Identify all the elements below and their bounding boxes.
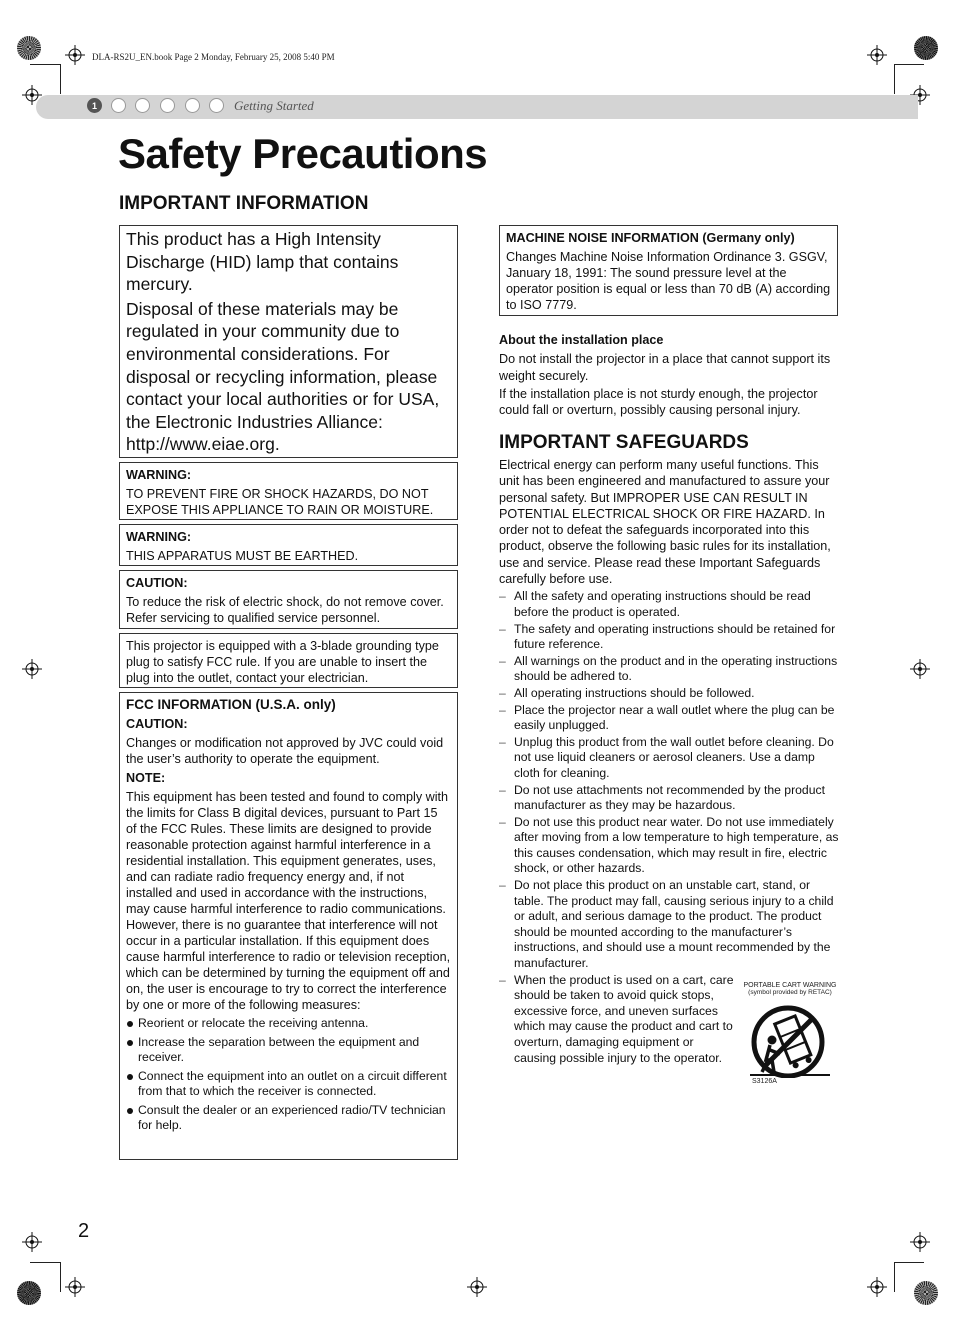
crop-line	[894, 1262, 924, 1263]
safeguards-section	[499, 457, 839, 1067]
cart-tipover-icon	[742, 998, 838, 1078]
chapter-indicator	[111, 98, 126, 113]
list-item: Connect the equipment into an outlet on a circuit different from that to which the receiver is connected.	[126, 1069, 451, 1100]
fcc-title: FCC INFORMATION (U.S.A. only)	[126, 697, 336, 712]
list-item: – The safety and operating instructions should be retained for future reference.	[499, 622, 839, 653]
chapter-indicator	[209, 98, 224, 113]
list-item: – All operating instructions should be followed.	[499, 686, 839, 702]
registration-mark-icon	[22, 659, 42, 679]
crop-line	[60, 1262, 61, 1292]
crop-line	[894, 64, 924, 65]
warning-text: TO PREVENT FIRE OR SHOCK HAZARDS, DO NOT EXPOSE THIS APPLIANCE TO RAIN OR MOISTURE.	[126, 487, 434, 517]
list-item: – Do not place this product on an unstable cart, stand, or table. The product may fall, causing serious injury to a child or adult, and serious damage to the product. The product should be mounted according to the manufacturer’s instructions, and should use a mount recommended by the manufacturer.	[499, 878, 839, 972]
chapter-indicator	[185, 98, 200, 113]
fcc-measures-list	[126, 1016, 451, 1134]
caution-title: CAUTION:	[126, 576, 188, 590]
registration-mark-icon	[65, 1277, 85, 1297]
portable-cart-warning	[742, 982, 838, 1094]
crop-line	[60, 64, 61, 94]
grounding-plug-text: This projector is equipped with a 3-blade grounding type plug to satisfy FCC rule. If you are unable to insert the plug into the outlet, contact your electrician.	[126, 639, 439, 685]
caution-text: To reduce the risk of electric shock, do not remove cover. Refer servicing to qualified service personnel.	[126, 595, 444, 625]
crop-line	[30, 1262, 60, 1263]
list-item: – All warnings on the product and in the operating instructions should be adhered to.	[499, 654, 839, 685]
machine-noise-title: MACHINE NOISE INFORMATION (Germany only)	[506, 231, 795, 245]
color-bar-rosette-tl	[17, 36, 41, 60]
installation-text-1: Do not install the projector in a place that cannot support its weight securely.	[499, 352, 831, 383]
fcc-caution-text: Changes or modification not approved by JVC could void the user’s authority to operate the equipment.	[126, 736, 444, 766]
registration-mark-icon	[867, 45, 887, 65]
cart-warning-label: PORTABLE CART WARNING	[743, 982, 837, 989]
warning-title: WARNING:	[126, 530, 192, 544]
machine-noise-box	[499, 225, 838, 316]
fcc-note-title: NOTE:	[126, 771, 166, 785]
warning-box-earthed	[119, 524, 458, 566]
list-item: – Do not use attachments not recommended by the product manufacturer as they may be hazardous.	[499, 783, 839, 814]
chapter-indicator-active: 1	[87, 98, 102, 113]
disposal-text: Disposal of these materials may be regulated in your community due to environmental considerations. For disposal or recycling information, please contact your local authorities or for USA, the Electronic Industries Alliance: http://www.eiae.org.	[126, 298, 440, 455]
fcc-information-box	[119, 692, 458, 1160]
chapter-indicator	[160, 98, 175, 113]
registration-mark-icon	[910, 659, 930, 679]
important-information-heading: IMPORTANT INFORMATION	[119, 193, 369, 214]
color-bar-rosette-bl	[17, 1281, 41, 1305]
hid-lamp-box	[119, 225, 458, 458]
warning-box-moisture	[119, 462, 458, 520]
list-item: Increase the separation between the equipment and receiver.	[126, 1035, 451, 1066]
grounding-plug-box	[119, 633, 458, 688]
registration-mark-icon	[22, 1232, 42, 1252]
list-item-cart: – When the product is used on a cart, care should be taken to avoid quick stops, excessive force, and uneven surfaces which may cause the product and cart to overturn, damaging equipment or causing possible injury to the operator.	[499, 973, 734, 1067]
hid-lamp-text: This product has a High Intensity Discharge (HID) lamp that contains mercury.	[126, 229, 399, 295]
list-item: Reorient or relocate the receiving antenna.	[126, 1016, 451, 1032]
page-number: 2	[78, 1220, 90, 1242]
color-bar-rosette-tr	[914, 36, 938, 60]
fcc-note-text: This equipment has been tested and found to comply with the limits for Class B digital devices, pursuant to Part 15 of the FCC Rules. These limits are designed to provide reasonable protection against harmful interference in a residential installation. This equipment generates, uses, and can radiate radio frequency energy and, if not installed and used in accordance with the instructions, may cause harmful interference to radio communications. However, there is no guarantee that interference will not occur in a particular installation. If this equipment does cause harmful interference to radio or television reception, which can be determined by turning the equipment off and on, the user is encourage to try to correct the interference by one or more of the following measures:	[126, 790, 451, 1012]
section-label: Getting Started	[234, 98, 314, 113]
warning-text: THIS APPARATUS MUST BE EARTHED.	[126, 549, 359, 563]
list-item: – Do not use this product near water. Do not use immediately after moving from a low temperature to high temperature, as this causes condensation, which may result in fire, electric shock, or other hazards.	[499, 815, 839, 877]
list-item: – Unplug this product from the wall outlet before cleaning. Do not use liquid cleaners or aerosol cleaners. Use a damp cloth for cleaning.	[499, 735, 839, 782]
chapter-indicator	[135, 98, 150, 113]
registration-mark-icon	[867, 1277, 887, 1297]
crop-line	[894, 1262, 895, 1292]
installation-section	[499, 332, 839, 418]
machine-noise-text: Changes Machine Noise Information Ordinance 3. GSGV, January 18, 1991: The sound pressure level at the operator position is equal or less than 70 dB (A) according to ISO 7779.	[506, 250, 831, 312]
color-bar-rosette-br	[914, 1281, 938, 1305]
file-info: DLA-RS2U_EN.book Page 2 Monday, February 25, 2008 5:40 PM	[92, 52, 335, 62]
crop-line	[30, 64, 60, 65]
important-safeguards-heading: IMPORTANT SAFEGUARDS	[499, 432, 749, 453]
cart-symbol-code: S3126A	[752, 1078, 777, 1085]
registration-mark-icon	[910, 1232, 930, 1252]
list-item: – All the safety and operating instructions should be read before the product is operated.	[499, 589, 839, 620]
fcc-caution-title: CAUTION:	[126, 717, 188, 731]
registration-mark-icon	[467, 1277, 487, 1297]
cart-warning-sublabel: (symbol provided by RETAC)	[748, 989, 832, 996]
caution-box	[119, 570, 458, 629]
installation-title: About the installation place	[499, 333, 664, 347]
page-title: Safety Precautions	[118, 130, 488, 177]
warning-title: WARNING:	[126, 468, 192, 482]
list-item: Consult the dealer or an experienced radio/TV technician for help.	[126, 1103, 451, 1134]
safeguards-intro: Electrical energy can perform many useful functions. This unit has been engineered and manufactured to assure your personal safety. But IMPROPER USE CAN RESULT IN POTENTIAL ELECTRICAL SHOCK OR FIRE HAZARD. In order not to defeat the safeguards incorporated into this product, observe the following basic rules for its installation, use and service. Please read these Important Safeguards carefully before use.	[499, 458, 831, 587]
installation-text-2: If the installation place is not sturdy enough, the projector could fall or overturn, possibly causing personal injury.	[499, 386, 818, 418]
registration-mark-icon	[65, 45, 85, 65]
crop-line	[894, 64, 895, 94]
list-item: – Place the projector near a wall outlet where the plug can be easily unplugged.	[499, 703, 839, 734]
